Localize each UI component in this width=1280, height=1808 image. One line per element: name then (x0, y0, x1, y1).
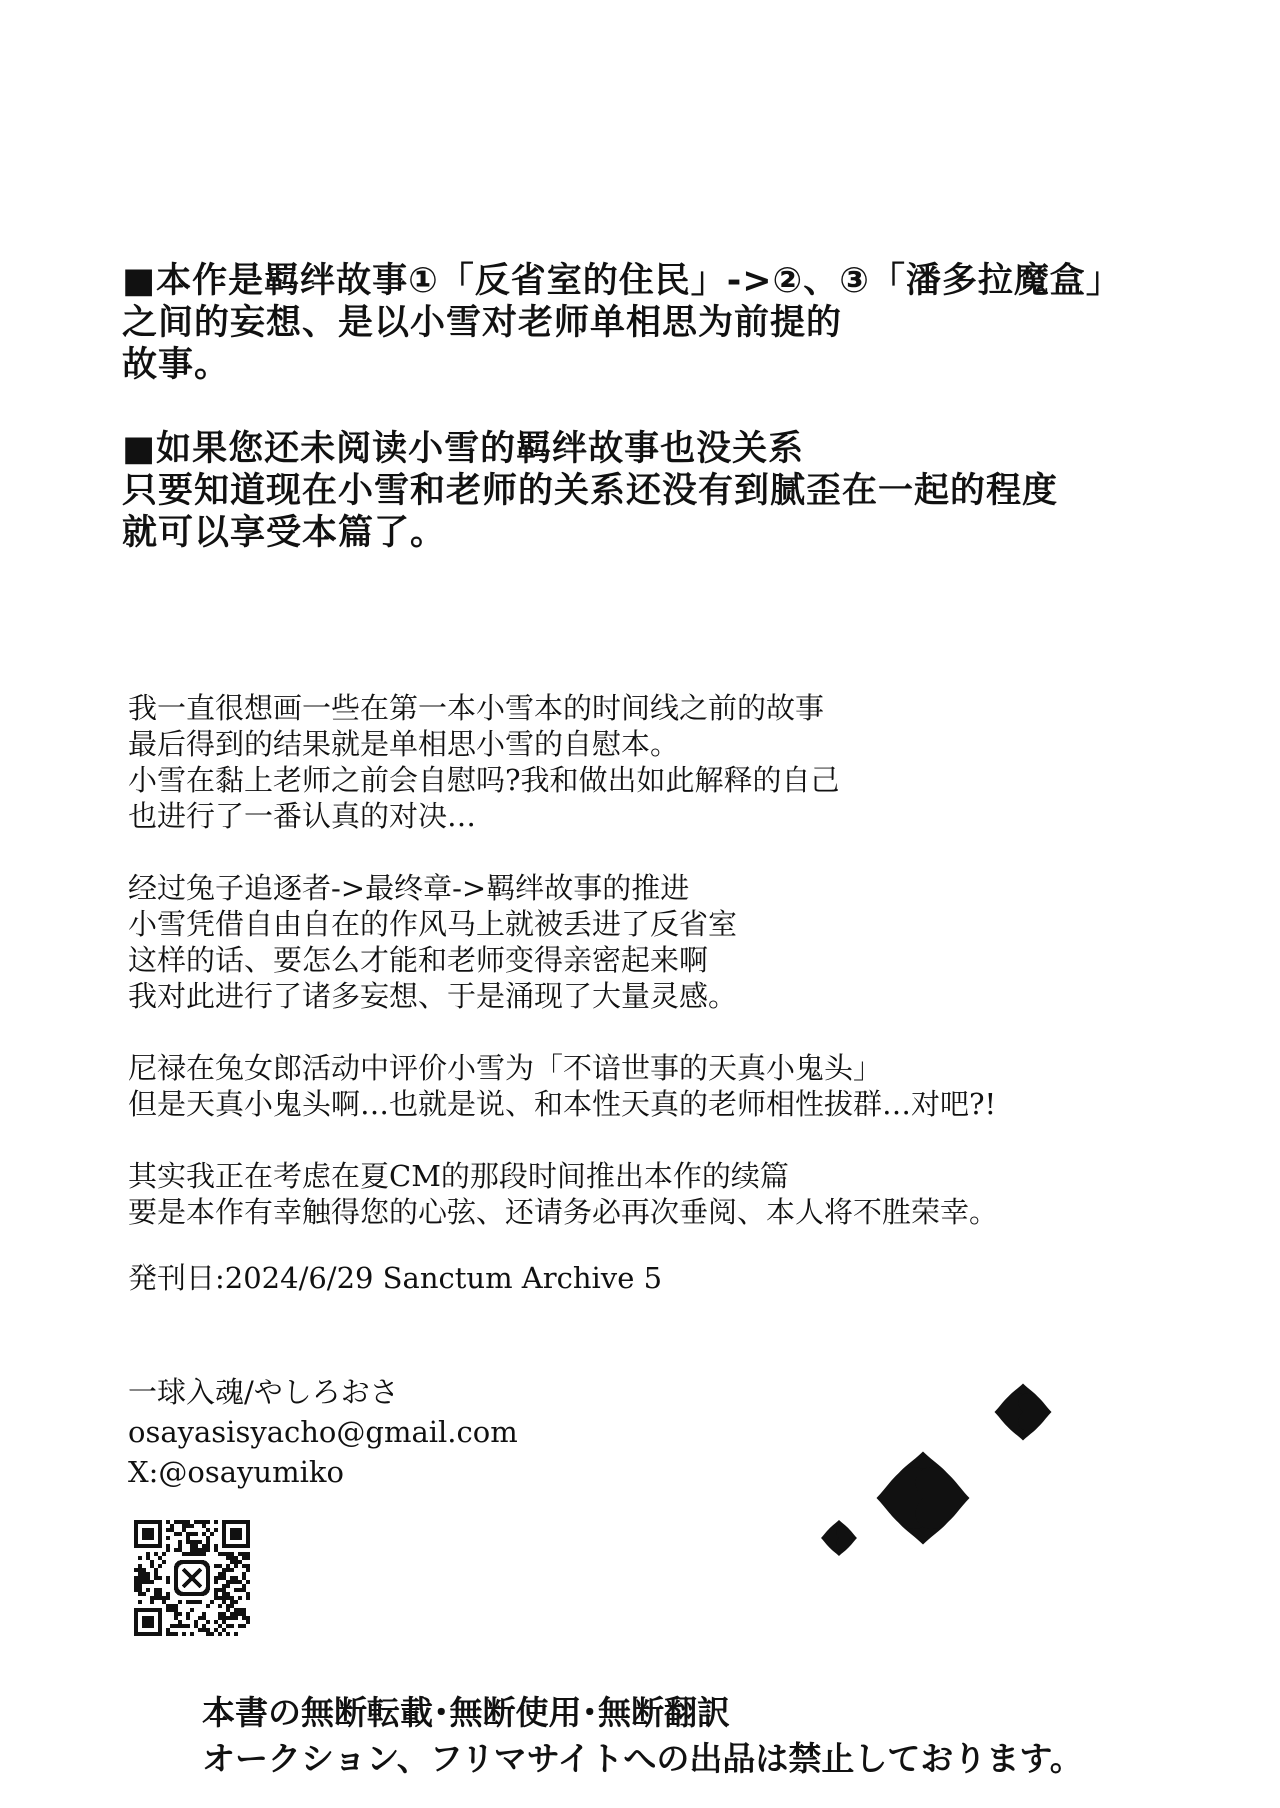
spacer (128, 1014, 1158, 1050)
publication-info: 発刊日:2024/6/29 Sanctum Archive 5 (128, 1261, 663, 1295)
afterword-line: 尼禄在兔女郎活动中评价小雪为「不谙世事的天真小鬼头」 (128, 1051, 883, 1085)
clover-large-icon (877, 1452, 970, 1545)
afterword-line: 要是本作有幸触得您的心弦、还请务必再次垂阅、本人将不胜荣幸。 (128, 1195, 999, 1229)
afterword-line: 其实我正在考虑在夏CM的那段时间推出本作的续篇 (128, 1159, 789, 1193)
author-info (128, 1372, 518, 1492)
qr-code[interactable] (134, 1520, 250, 1636)
clover-decoration (805, 1370, 1075, 1570)
afterword-line: 但是天真小鬼头啊…也就是说、和本性天真的老师相性拔群…对吧?! (128, 1087, 997, 1121)
afterword-line: 我对此进行了诸多妄想、于是涌现了大量灵感。 (128, 979, 738, 1013)
legal-line: オークション、フリマサイトへの出品は禁止しております。 (202, 1739, 1083, 1778)
note-line: 故事。 (122, 345, 231, 385)
note-line: 之间的妄想、是以小雪对老师单相思为前提的 (122, 303, 843, 343)
preface-notes (122, 260, 1162, 554)
note-line: 就可以享受本篇了。 (122, 513, 447, 553)
afterword-line: 经过兔子追逐者->最终章->羁绊故事的推进 (128, 871, 690, 905)
x-handle[interactable]: X:@osayumiko (128, 1455, 344, 1489)
spacer (122, 386, 1162, 428)
note-line: 只要知道现在小雪和老师的关系还没有到腻歪在一起的程度 (122, 471, 1059, 511)
afterword-line: 小雪凭借自由自在的作风马上就被丢进了反省室 (128, 907, 738, 941)
x-logo-icon (174, 1560, 210, 1596)
afterword-line: 小雪在黏上老师之前会自慰吗?我和做出如此解释的自己 (128, 763, 840, 797)
afterword-line: 这样的话、要怎么才能和老师变得亲密起来啊 (128, 943, 709, 977)
spacer (128, 834, 1158, 870)
afterword-line: 最后得到的结果就是单相思小雪的自慰本。 (128, 727, 680, 761)
qr-finder-tr (222, 1520, 250, 1548)
clover-medium-icon (995, 1384, 1052, 1441)
afterword-line: 也进行了一番认真的对决… (128, 799, 477, 833)
spacer (128, 1122, 1158, 1158)
legal-notice (202, 1690, 1202, 1782)
afterword (128, 690, 1158, 1230)
afterword-line: 我一直很想画一些在第一本小雪本的时间线之前的故事 (128, 691, 825, 725)
qr-finder-bl (134, 1608, 162, 1636)
circle-name: 一球入魂/やしろおさ (128, 1375, 399, 1409)
note-line: ■本作是羁绊故事①「反省室的住民」->②、③「潘多拉魔盒」 (122, 261, 1122, 301)
legal-line: 本書の無断転載･無断使用･無断翻訳 (202, 1693, 730, 1732)
note-line: ■如果您还未阅读小雪的羁绊故事也没关系 (122, 429, 805, 469)
qr-finder-tl (134, 1520, 162, 1548)
clover-small-icon (821, 1520, 857, 1556)
email-address[interactable]: osayasisyacho@gmail.com (128, 1415, 518, 1449)
